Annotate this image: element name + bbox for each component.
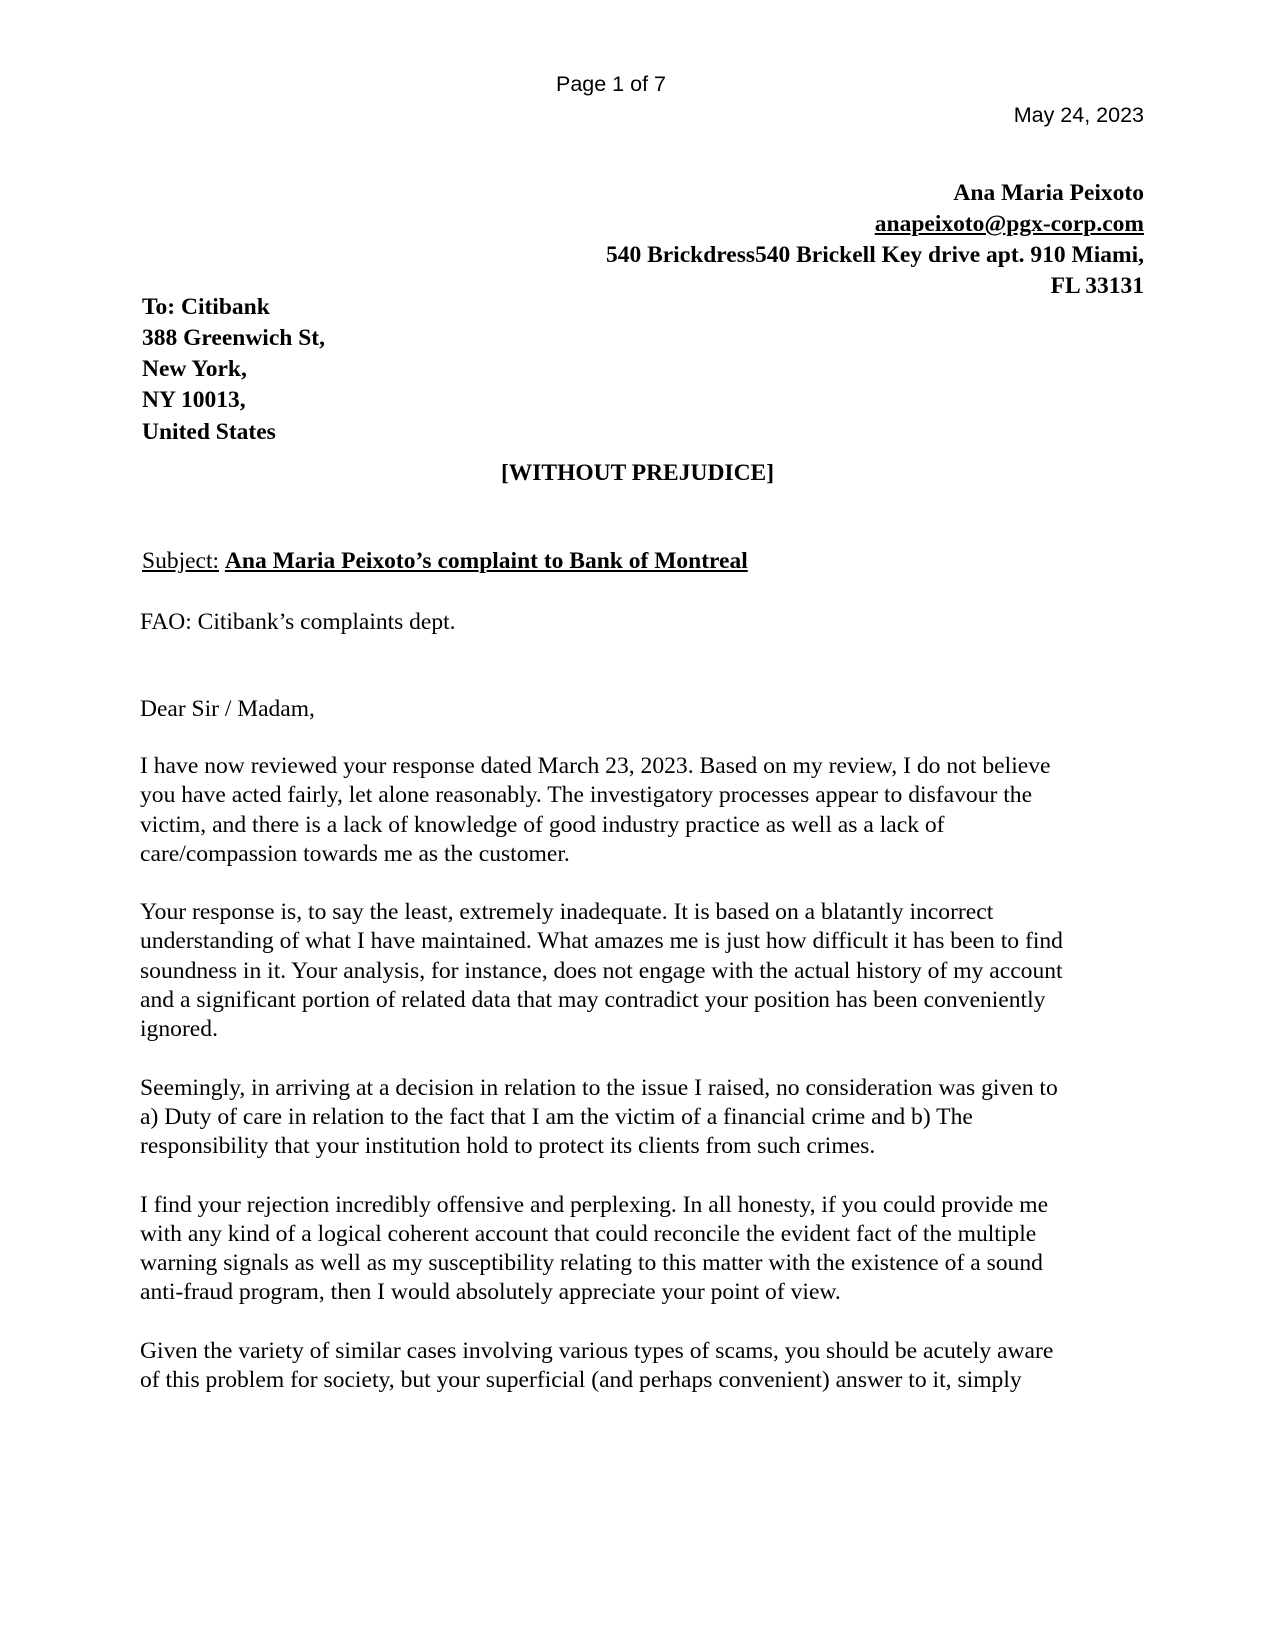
subject-value: Ana Maria Peixoto’s complaint to Bank of Montreal	[224, 548, 748, 574]
body-paragraph: Given the variety of similar cases involving various types of scams, you should be acutely aware of this problem for society, but your superficial (and perhaps convenient) answer to it, simply	[140, 1337, 1054, 1394]
letter-date: May 24, 2023	[1013, 103, 1144, 127]
without-prejudice-notice: [WITHOUT PREJUDICE]	[500, 460, 775, 486]
body-paragraph: Seemingly, in arriving at a decision in relation to the issue I raised, no consideration was given to a) Duty of care in relation to the fact that I am the victim of a financial crime and b) The responsibility that your institution hold to protect its clients from such crimes.	[140, 1074, 1058, 1160]
body-paragraph: Your response is, to say the least, extremely inadequate. It is based on a blatantly incorrect understanding of what I have maintained. What amazes me is just how difficult it has been to find soundness in it. Your analysis, for instance, does not engage with the actual history of my account and a significant portion of related data that may contradict your position has been conveniently ignored.	[140, 899, 1063, 1043]
recipient-address-block	[142, 292, 325, 448]
sender-address-block	[444, 178, 1144, 302]
sender-address-line-2: FL 33131	[1050, 273, 1144, 300]
sender-address-line-1: 540 Brickdress540 Brickell Key drive apt. 910 Miami,	[605, 242, 1144, 269]
recipient-line-2: 388 Greenwich St,	[142, 325, 325, 352]
recipient-line-4: NY 10013,	[142, 387, 246, 414]
salutation: Dear Sir / Madam,	[140, 696, 315, 722]
subject-label: Subject:	[142, 548, 220, 574]
page-number: Page 1 of 7	[556, 72, 666, 96]
recipient-line-3: New York,	[142, 356, 247, 383]
recipient-line-5: United States	[142, 418, 276, 445]
fao-line: FAO: Citibank’s complaints dept.	[140, 609, 456, 635]
letter-body	[140, 752, 1072, 1424]
body-paragraph: I have now reviewed your response dated March 23, 2023. Based on my review, I do not believe you have acted fairly, let alone reasonably. The investigatory processes appear to disfavour the victim, and there is a lack of knowledge of good industry practice as well as a lack of care/compassion towards me as the customer.	[140, 753, 1051, 867]
recipient-line-1: To: Citibank	[142, 294, 270, 320]
sender-email[interactable]: anapeixoto@pgx-corp.com	[874, 211, 1144, 238]
subject-line	[142, 546, 748, 577]
body-paragraph: I find your rejection incredibly offensive and perplexing. In all honesty, if you could provide me with any kind of a logical coherent account that could reconcile the evident fact of the multiple warning signals as well as my susceptibility relating to this matter with the existence of a sound anti-fraud program, then I would absolutely appreciate your point of view.	[140, 1191, 1049, 1306]
sender-name: Ana Maria Peixoto	[953, 180, 1144, 206]
